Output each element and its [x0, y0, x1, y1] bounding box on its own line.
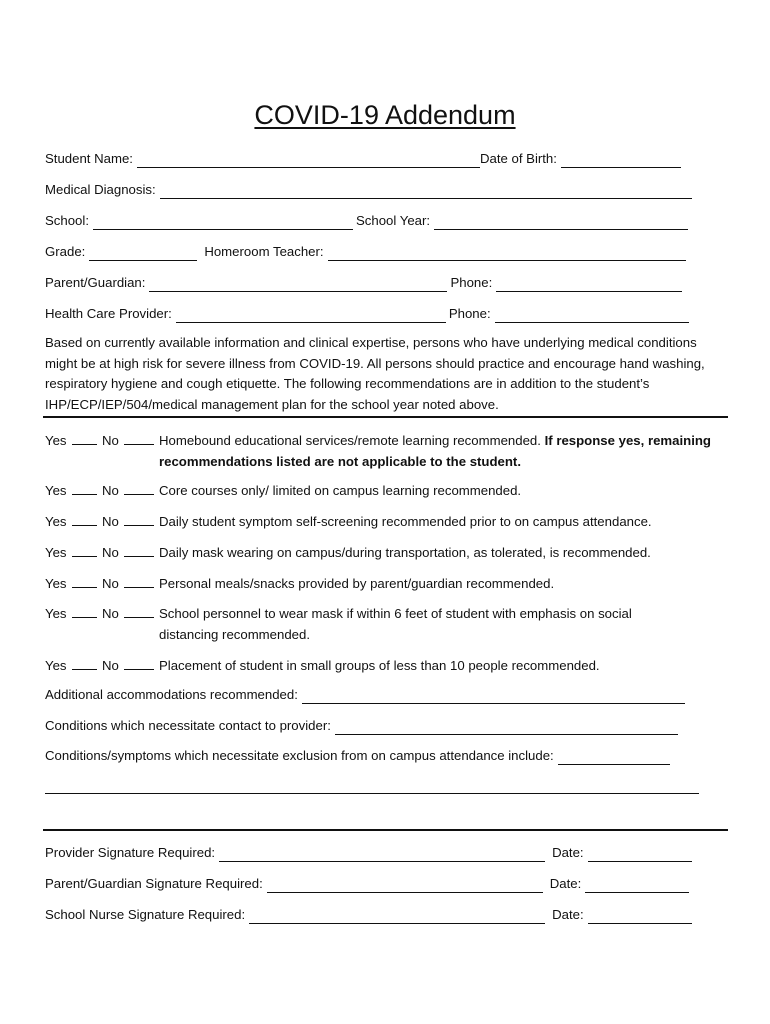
- exclusion-row: [45, 747, 673, 765]
- nurse-signature-field[interactable]: [249, 909, 545, 924]
- no-label: No: [102, 483, 119, 498]
- yes-blank[interactable]: [72, 525, 97, 526]
- additional-accommodations-label: Additional accommodations recommended:: [45, 687, 298, 702]
- yes-label: Yes: [45, 514, 67, 529]
- provider-phone-label: Phone:: [448, 306, 491, 321]
- page-title: COVID-19 Addendum: [254, 100, 516, 130]
- no-label: No: [102, 606, 119, 621]
- parent-phone-label: Phone:: [450, 275, 493, 290]
- yes-label: Yes: [45, 433, 67, 448]
- parent-signature-row: [45, 875, 692, 893]
- provider-signature-label: Provider Signature Required:: [45, 845, 216, 860]
- no-label: No: [102, 545, 119, 560]
- school-year-label: School Year:: [356, 213, 431, 228]
- homeroom-teacher-label: Homeroom Teacher:: [204, 244, 324, 259]
- provider-signature-field[interactable]: [219, 847, 545, 862]
- provider-date-label: Date:: [552, 845, 584, 860]
- grade-label: Grade:: [45, 244, 86, 259]
- school-row: [45, 212, 691, 230]
- recommendation-text: [159, 430, 729, 472]
- parent-guardian-field[interactable]: [149, 277, 447, 292]
- no-blank[interactable]: [124, 525, 154, 526]
- yes-blank[interactable]: [72, 669, 97, 670]
- nurse-date-label: Date:: [552, 907, 584, 922]
- student-name-field[interactable]: [137, 153, 480, 168]
- yes-label: Yes: [45, 545, 67, 560]
- yes-blank[interactable]: [72, 617, 97, 618]
- no-label: No: [102, 658, 119, 673]
- school-label: School:: [45, 213, 89, 228]
- yes-label: Yes: [45, 483, 67, 498]
- additional-accommodations-row: [45, 686, 688, 704]
- no-blank[interactable]: [124, 617, 154, 618]
- student-name-label: Student Name:: [45, 151, 133, 166]
- yes-label: Yes: [45, 658, 67, 673]
- parent-signature-field[interactable]: [267, 878, 543, 893]
- medical-diagnosis-label: Medical Diagnosis:: [45, 182, 156, 197]
- contact-provider-row: [45, 717, 681, 735]
- recommendation-text-bold: If response yes, remaining recommendations listed are not applicable to the student.: [159, 433, 711, 469]
- provider-phone-field[interactable]: [495, 308, 689, 323]
- provider-row: [45, 305, 692, 323]
- parent-date-field[interactable]: [585, 878, 689, 893]
- homeroom-teacher-field[interactable]: [328, 246, 686, 261]
- parent-date-label: Date:: [549, 876, 582, 891]
- parent-guardian-label: Parent/Guardian:: [45, 275, 146, 290]
- parent-phone-field[interactable]: [496, 277, 682, 292]
- health-care-provider-label: Health Care Provider:: [45, 306, 172, 321]
- no-blank[interactable]: [124, 444, 154, 445]
- yes-blank[interactable]: [72, 444, 97, 445]
- dob-field[interactable]: [561, 153, 681, 168]
- yes-label: Yes: [45, 576, 67, 591]
- medical-diagnosis-field[interactable]: [160, 184, 692, 199]
- recommendation-text-main: Homebound educational services/remote learning recommended.: [159, 433, 545, 448]
- additional-accommodations-field[interactable]: [302, 689, 685, 704]
- exclusion-field[interactable]: [558, 750, 670, 765]
- grade-field[interactable]: [89, 246, 197, 261]
- recommendation-text: Placement of student in small groups of less than 10 people recommended.: [159, 658, 600, 673]
- section-divider: [43, 416, 728, 418]
- contact-provider-label: Conditions which necessitate contact to provider:: [45, 718, 331, 733]
- nurse-date-field[interactable]: [588, 909, 692, 924]
- no-blank[interactable]: [124, 494, 154, 495]
- exclusion-label: Conditions/symptoms which necessitate exclusion from on campus attendance include:: [45, 748, 554, 763]
- contact-provider-field[interactable]: [335, 720, 678, 735]
- yes-blank[interactable]: [72, 556, 97, 557]
- nurse-signature-label: School Nurse Signature Required:: [45, 907, 246, 922]
- school-year-field[interactable]: [434, 215, 688, 230]
- grade-row: [45, 243, 689, 261]
- no-blank[interactable]: [124, 587, 154, 588]
- student-name-row: [45, 150, 684, 168]
- no-blank[interactable]: [124, 669, 154, 670]
- no-label: No: [102, 576, 119, 591]
- no-label: No: [102, 514, 119, 529]
- exclusion-field-continued[interactable]: [45, 793, 699, 794]
- recommendation-text: Core courses only/ limited on campus learning recommended.: [159, 483, 522, 498]
- no-label: No: [102, 433, 119, 448]
- provider-signature-row: [45, 844, 695, 862]
- recommendation-text: Personal meals/snacks provided by parent/guardian recommended.: [159, 576, 555, 591]
- provider-date-field[interactable]: [588, 847, 692, 862]
- school-field[interactable]: [93, 215, 353, 230]
- no-blank[interactable]: [124, 556, 154, 557]
- dob-label: Date of Birth:: [479, 151, 557, 166]
- intro-paragraph: Based on currently available information and clinical expertise, persons who have underlying medical conditions might be at high risk for severe illness from COVID-19. All persons should practice and encourage hand washing, respiratory hygiene and cough etiquette. The following recommendations are in addition to the student’s IHP/ECP/IEP/504/medical management plan for the school year noted above.: [45, 335, 705, 413]
- diagnosis-row: [45, 181, 695, 199]
- recommendation-text: School personnel to wear mask if within 6 feet of student with emphasis on social distancing recommended.: [159, 606, 632, 642]
- yes-label: Yes: [45, 606, 67, 621]
- nurse-signature-row: [45, 906, 695, 924]
- yes-blank[interactable]: [72, 587, 97, 588]
- recommendation-text: Daily mask wearing on campus/during transportation, as tolerated, is recommended.: [159, 545, 651, 560]
- recommendation-text: Daily student symptom self-screening recommended prior to on campus attendance.: [159, 514, 652, 529]
- parent-row: [45, 274, 685, 292]
- parent-signature-label: Parent/Guardian Signature Required:: [45, 876, 263, 891]
- signature-divider: [43, 829, 728, 831]
- health-care-provider-field[interactable]: [176, 308, 446, 323]
- yes-blank[interactable]: [72, 494, 97, 495]
